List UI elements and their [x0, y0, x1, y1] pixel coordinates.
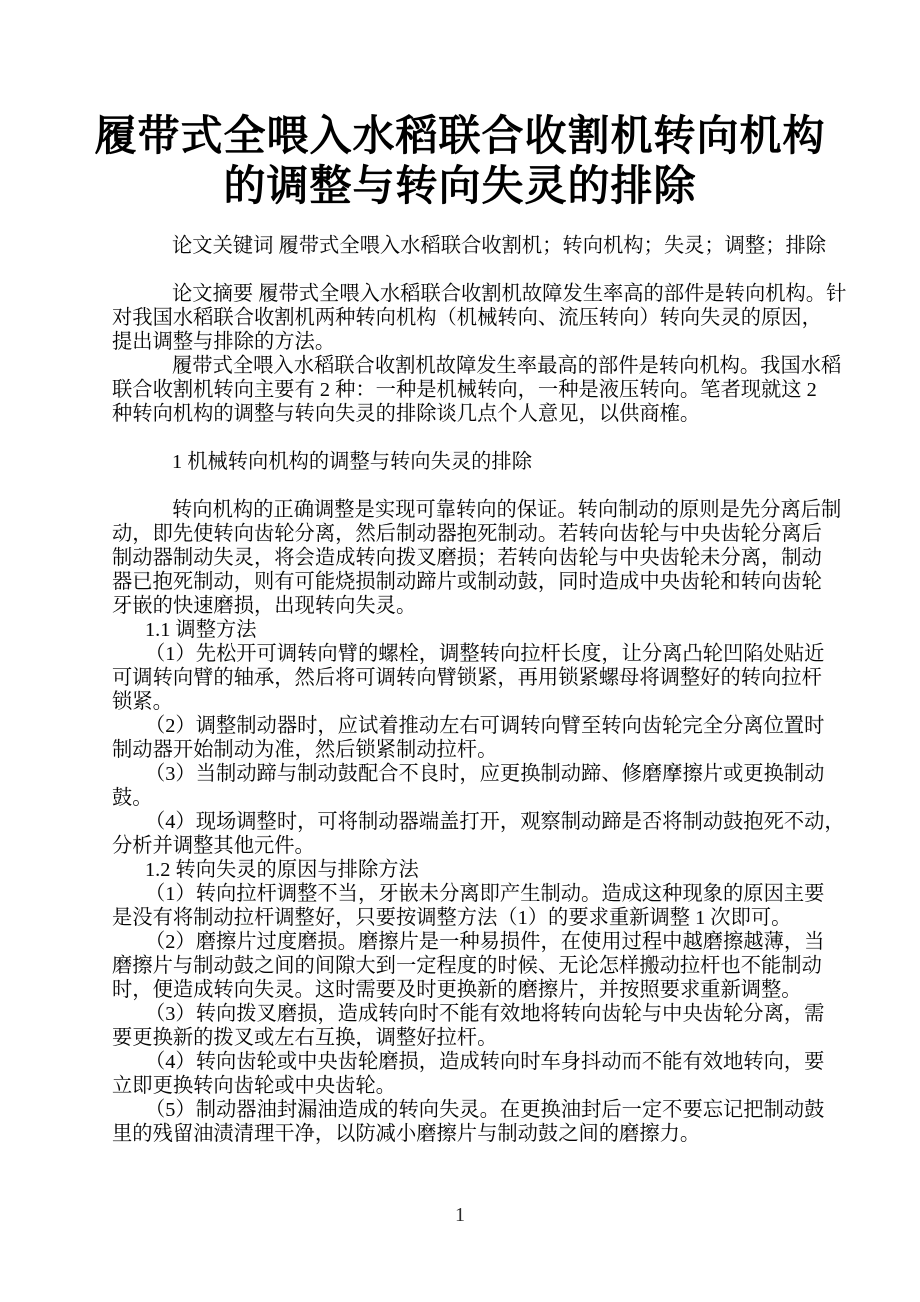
item-1-2-4 — [112, 1050, 824, 1098]
document-body — [112, 234, 847, 1146]
keywords — [112, 234, 827, 258]
text-line: 论文关键词 履带式全喂入水稻联合收割机；转向机构；失灵；调整；排除 — [172, 235, 827, 257]
text-line: （1）先松开可调转向臂的螺栓，调整转向拉杆长度，让分离凸轮凹陷处贴近 — [145, 643, 825, 665]
document-title — [0, 111, 920, 211]
text-line: 立即更换转向齿轮或中央齿轮。 — [112, 1075, 396, 1097]
text-line: （1）转向拉杆调整不当，牙嵌未分离即产生制动。造成这种现象的原因主要 — [145, 883, 825, 905]
text-line: 可调转向臂的轴承，然后将可调转向臂锁紧，再用锁紧螺母将调整好的转向拉杆 — [112, 667, 822, 689]
page-number: 1 — [455, 1204, 465, 1226]
text-line: 是没有将制动拉杆调整好，只要按调整方法（1）的要求重新调整 1 次即可。 — [112, 907, 792, 929]
text-line: 联合收割机转向主要有 2 种：一种是机械转向，一种是液压转向。笔者现就这 2 — [112, 379, 817, 401]
text-line: 器已抱死制动，则有可能烧损制动蹄片或制动鼓，同时造成中央齿轮和转向齿轮 — [112, 571, 822, 593]
text-line: 时，便造成转向失灵。这时需要及时更换新的磨擦片，并按照要求重新调整。 — [112, 979, 802, 1001]
item-1-2-1 — [112, 882, 824, 930]
text-line: （5）制动器油封漏油造成的转向失灵。在更换油封后一定不要忘记把制动鼓 — [145, 1099, 825, 1121]
text-line: 制动器制动失灵，将会造成转向拨叉磨损；若转向齿轮与中央齿轮未分离，制动 — [112, 547, 822, 569]
title-line-1: 履带式全喂入水稻联合收割机转向机构 — [94, 112, 826, 159]
text-line: （3）转向拨叉磨损，造成转向时不能有效地将转向齿轮与中央齿轮分离，需 — [145, 1003, 825, 1025]
text-line: 要更换新的拨叉或左右互换，调整好拉杆。 — [112, 1027, 498, 1049]
section-1-heading — [112, 450, 824, 474]
item-1-1-3 — [112, 762, 824, 810]
text-line: 提出调整与排除的方法。 — [112, 331, 336, 353]
item-1-2-5 — [112, 1098, 824, 1146]
text-line: （4）转向齿轮或中央齿轮磨损，造成转向时车身抖动而不能有效地转向，要 — [145, 1051, 825, 1073]
text-line: 牙嵌的快速磨损，出现转向失灵。 — [112, 595, 417, 617]
text-line: 对我国水稻联合收割机两种转向机构（机械转向、流压转向）转向失灵的原因， — [112, 307, 822, 329]
text-line: 论文摘要 履带式全喂入水稻联合收割机故障发生率高的部件是转向机构。针 — [172, 283, 847, 305]
text-line: （2）调整制动器时，应试着推动左右可调转向臂至转向齿轮完全分离位置时 — [145, 715, 825, 737]
abstract — [112, 282, 847, 354]
text-line: 制动器开始制动为准，然后锁紧制动拉杆。 — [112, 739, 498, 761]
text-line: （4）现场调整时，可将制动器端盖打开，观察制动蹄是否将制动鼓抱死不动， — [145, 811, 845, 833]
item-1-1-1 — [112, 642, 824, 714]
item-1-2-3 — [112, 1002, 824, 1050]
text-line: 履带式全喂入水稻联合收割机故障发生率最高的部件是转向机构。我国水稻 — [172, 355, 842, 377]
text-line: 分析并调整其他元件。 — [112, 835, 315, 857]
title-line-2: 的调整与转向失灵的排除 — [223, 162, 697, 209]
item-1-1-2 — [112, 714, 824, 762]
text-line: 动，即先使转向齿轮分离，然后制动器抱死制动。若转向齿轮与中央齿轮分离后 — [112, 523, 822, 545]
text-line: 1 机械转向机构的调整与转向失灵的排除 — [172, 451, 532, 473]
intro-paragraph — [112, 354, 842, 426]
text-line: 1.1 调整方法 — [145, 619, 257, 641]
item-1-1-4 — [112, 810, 845, 858]
text-line: （2）磨擦片过度磨损。磨擦片是一种易损件，在使用过程中越磨擦越薄，当 — [145, 931, 825, 953]
heading-1-2 — [112, 858, 824, 882]
text-line: 锁紧。 — [112, 691, 173, 713]
text-line: 转向机构的正确调整是实现可靠转向的保证。转向制动的原则是先分离后制 — [172, 499, 842, 521]
section-1-paragraph — [112, 498, 842, 618]
text-line: 磨擦片与制动鼓之间的间隙大到一定程度的时候、无论怎样搬动拉杆也不能制动 — [112, 955, 822, 977]
text-line: （3）当制动蹄与制动鼓配合不良时，应更换制动蹄、修磨摩擦片或更换制动 — [145, 763, 825, 785]
item-1-2-2 — [112, 930, 824, 1002]
text-line: 种转向机构的调整与转向失灵的排除谈几点个人意见，以供商榷。 — [112, 403, 701, 425]
text-line: 1.2 转向失灵的原因与排除方法 — [145, 859, 419, 881]
text-line: 里的残留油渍清理干净，以防减小磨擦片与制动鼓之间的磨擦力。 — [112, 1123, 701, 1145]
text-line: 鼓。 — [112, 787, 153, 809]
heading-1-1 — [112, 618, 824, 642]
